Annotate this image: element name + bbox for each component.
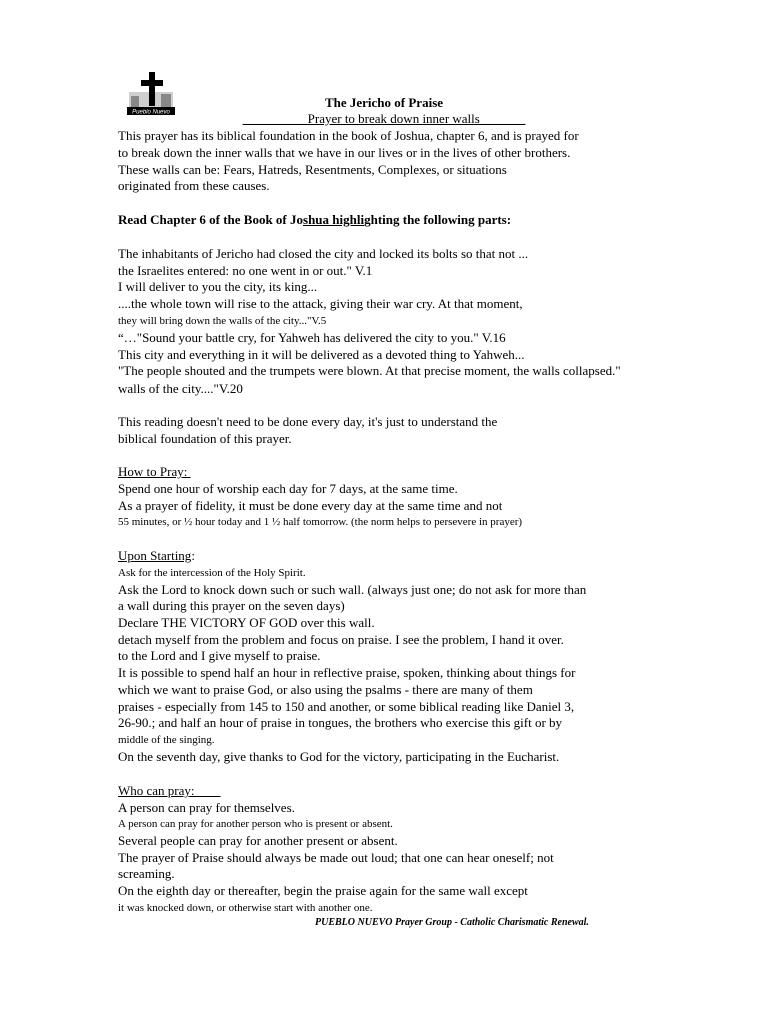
- upon-starting-heading: [118, 548, 195, 564]
- upon-line: detach myself from the problem and focus on praise. I see the problem, I hand it over.: [118, 632, 564, 647]
- upon-line: middle of the singing.: [118, 734, 215, 746]
- upon-line: praises - especially from 145 to 150 and another, or some biblical reading like Daniel 3,: [118, 699, 575, 714]
- intro-line: originated from these causes.: [118, 178, 270, 193]
- footer-credit: PUEBLO NUEVO Prayer Group - Catholic Charismatic Renewal.: [315, 917, 589, 928]
- how-line: 55 minutes, or ½ hour today and 1 ½ half tomorrow. (the norm helps to persevere in prayer): [118, 516, 523, 528]
- who-line: A person can pray for themselves.: [118, 800, 295, 815]
- subtitle-trail-rule: _______: [479, 111, 526, 126]
- upon-line: Declare THE VICTORY OF GOD over this wall.: [118, 615, 375, 630]
- verse-line: This city and everything in it will be delivered as a devoted thing to Yahweh...: [118, 347, 525, 362]
- verse-line: I will deliver to you the city, its king...: [118, 279, 318, 294]
- intro-line: These walls can be: Fears, Hatreds, Resentments, Complexes, or situations: [118, 162, 507, 177]
- how-line: Spend one hour of worship each day for 7 days, at the same time.: [118, 481, 458, 496]
- reading-note-line: biblical foundation of this prayer.: [118, 431, 292, 446]
- how-to-pray-label: How to Pray:: [118, 464, 191, 479]
- upon-line: It is possible to spend half an hour in reflective praise, spoken, thinking about things for: [118, 665, 576, 680]
- upon-line: a wall during this prayer on the seven days): [118, 598, 345, 613]
- verse-line: walls of the city...."V.20: [118, 381, 243, 396]
- heading-part: Read Chapter 6 of the Book of Jo: [118, 212, 304, 227]
- intro-line: to break down the inner walls that we have in our lives or in the lives of other brothers.: [118, 145, 571, 160]
- subtitle-text: Prayer to break down inner walls: [307, 111, 480, 126]
- who-line: A person can pray for another person who is present or absent.: [118, 818, 393, 830]
- verse-line: "The people shouted and the trumpets were blown. At that precise moment, the walls collapsed.": [118, 363, 621, 378]
- upon-line: Ask the Lord to knock down such or such wall. (always just one; do not ask for more than: [118, 582, 587, 597]
- upon-line: 26-90.; and half an hour of praise in tongues, the brothers who exercise this gift or by: [118, 715, 563, 730]
- cross-icon-horizontal: [141, 80, 163, 86]
- verse-line: The inhabitants of Jericho had closed the city and locked its bolts so that not ...: [118, 246, 529, 261]
- who-can-pray-heading: [118, 783, 221, 799]
- heading-part: ghting the following parts:: [364, 212, 512, 227]
- verse-line: “…"Sound your battle cry, for Yahweh has delivered the city to you." V.16: [118, 330, 506, 345]
- intro-line: This prayer has its biblical foundation in the book of Joshua, chapter 6, and is prayed for: [118, 128, 579, 143]
- upon-starting-label: Upon Starting: [118, 548, 192, 563]
- how-to-pray-heading: [118, 464, 191, 480]
- upon-starting-colon: :: [191, 548, 195, 563]
- who-line: it was knocked down, or otherwise start with another one.: [118, 902, 373, 914]
- document-title: The Jericho of Praise: [324, 95, 444, 110]
- reading-note-line: This reading doesn't need to be done every day, it's just to understand the: [118, 414, 498, 429]
- heading-underlined-part: shua highli: [303, 212, 365, 227]
- logo-text: Pueblo Nuevo: [132, 109, 170, 116]
- document-subtitle: [0, 111, 768, 127]
- read-chapter-heading: [118, 212, 511, 228]
- upon-line: which we want to praise God, or also using the psalms - there are many of them: [118, 682, 533, 697]
- subtitle-lead-rule: __________: [242, 111, 308, 126]
- who-can-pray-label: Who can pray:: [118, 783, 221, 798]
- verse-line: ....the whole town will rise to the attack, giving their war cry. At that moment,: [118, 296, 523, 311]
- who-line: The prayer of Praise should always be made out loud; that one can hear oneself; not: [118, 850, 554, 865]
- who-line: On the eighth day or thereafter, begin the praise again for the same wall except: [118, 883, 528, 898]
- who-line: screaming.: [118, 866, 175, 881]
- upon-line: to the Lord and I give myself to praise.: [118, 648, 321, 663]
- upon-line: On the seventh day, give thanks to God for the victory, participating in the Eucharist.: [118, 749, 560, 764]
- verse-line: the Israelites entered: no one went in or out." V.1: [118, 263, 373, 278]
- upon-line: Ask for the intercession of the Holy Spirit.: [118, 567, 306, 579]
- verse-line: they will bring down the walls of the city..."V.5: [118, 315, 327, 327]
- who-line: Several people can pray for another present or absent.: [118, 833, 398, 848]
- how-line: As a prayer of fidelity, it must be done every day at the same time and not: [118, 498, 503, 513]
